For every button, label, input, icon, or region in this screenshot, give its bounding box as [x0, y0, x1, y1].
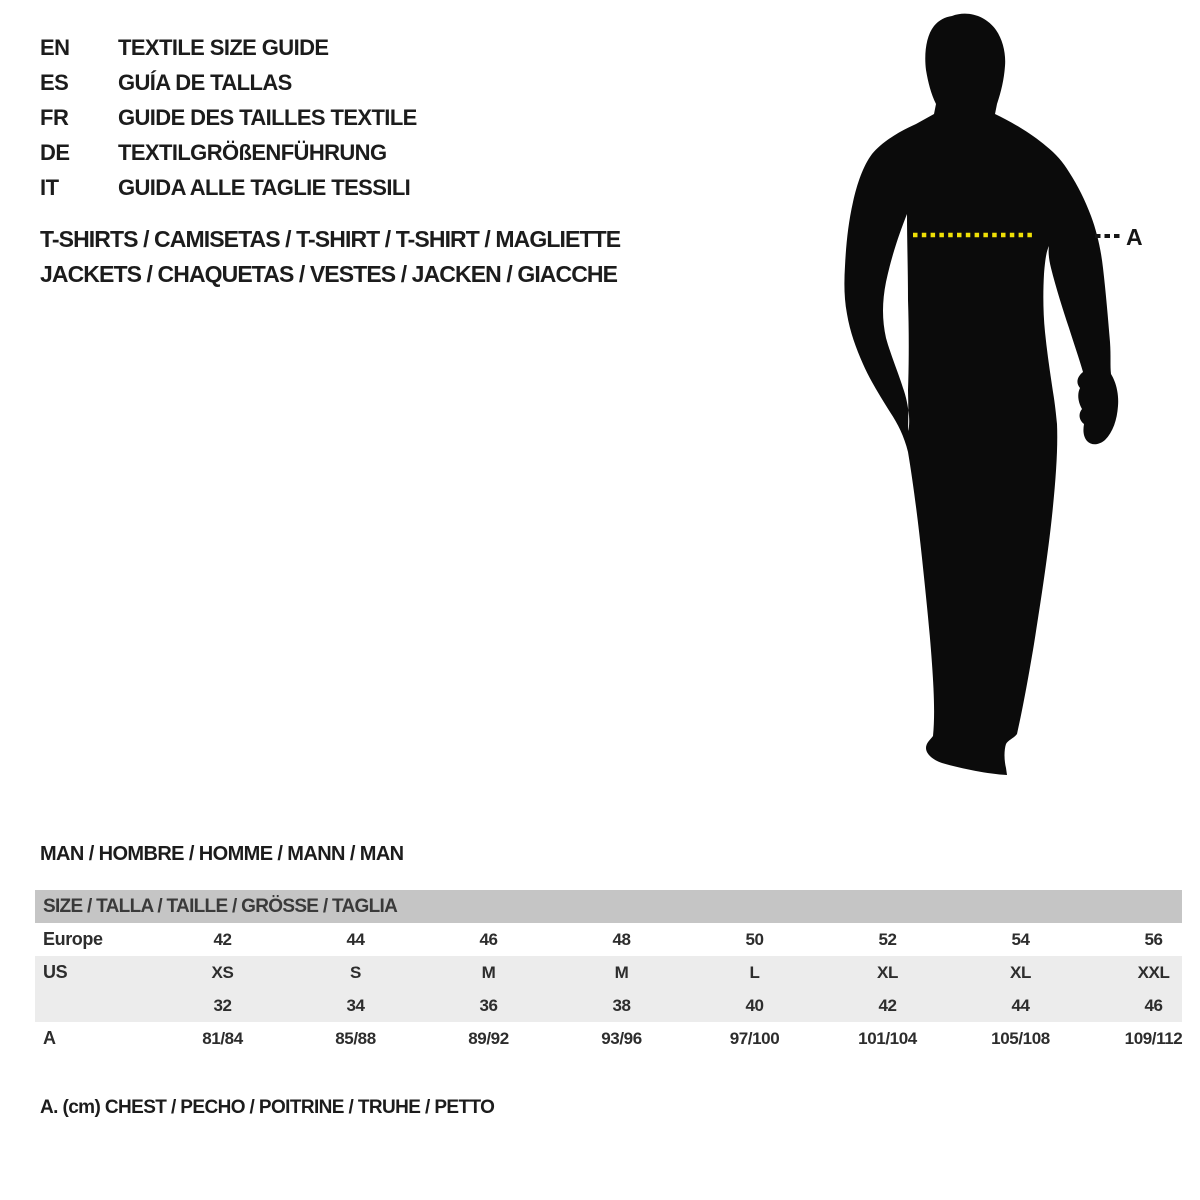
language-row-es	[40, 65, 417, 100]
size-value: 42	[213, 930, 232, 949]
size-value: 36	[479, 996, 498, 1015]
size-value: M	[481, 963, 496, 982]
language-code: EN	[40, 35, 70, 60]
table-row-chest	[35, 1022, 1182, 1055]
size-value: XL	[877, 963, 898, 982]
category-list	[40, 222, 620, 292]
language-row-en	[40, 30, 417, 65]
size-value: 50	[745, 930, 764, 949]
size-value: 89/92	[468, 1029, 509, 1048]
size-value: 54	[1011, 930, 1030, 949]
size-value: 42	[878, 996, 897, 1015]
size-value: 85/88	[335, 1029, 376, 1048]
size-value: 32	[213, 996, 232, 1015]
table-row-numeric	[35, 989, 1182, 1022]
language-title: TEXTILE SIZE GUIDE	[118, 35, 329, 60]
size-value: 56	[1144, 930, 1163, 949]
size-value: XXL	[1137, 963, 1170, 982]
size-table-header: SIZE / TALLA / TAILLE / GRÖSSE / TAGLIA	[35, 890, 1182, 923]
size-value: 46	[1144, 996, 1163, 1015]
size-value: 48	[612, 930, 631, 949]
category-jackets: JACKETS / CHAQUETAS / VESTES / JACKEN / GIACCHE	[40, 261, 618, 287]
language-code: IT	[40, 175, 59, 200]
language-title: GUIDA ALLE TAGLIE TESSILI	[118, 175, 411, 200]
size-value: 34	[346, 996, 365, 1015]
language-row-it	[40, 170, 417, 205]
language-code: ES	[40, 70, 69, 95]
measure-label-a: A	[1126, 224, 1143, 250]
man-silhouette	[844, 14, 1118, 775]
row-label: US	[43, 962, 68, 982]
row-label: A	[43, 1028, 56, 1048]
size-table	[35, 890, 1182, 1055]
size-value: 38	[612, 996, 631, 1015]
language-title: GUÍA DE TALLAS	[118, 70, 292, 95]
language-row-fr	[40, 100, 417, 135]
size-value: 105/108	[991, 1029, 1050, 1048]
size-value: XS	[211, 963, 234, 982]
size-value: L	[749, 963, 760, 982]
size-value: 40	[745, 996, 764, 1015]
size-value: 101/104	[858, 1029, 917, 1048]
measurement-footnote: A. (cm) CHEST / PECHO / POITRINE / TRUHE / PETTO	[40, 1097, 495, 1118]
language-list	[40, 30, 417, 205]
language-title: GUIDE DES TAILLES TEXTILE	[118, 105, 417, 130]
size-value: 93/96	[601, 1029, 642, 1048]
category-tshirts: T-SHIRTS / CAMISETAS / T-SHIRT / T-SHIRT / MAGLIETTE	[40, 226, 621, 252]
size-value: XL	[1010, 963, 1031, 982]
row-label	[35, 989, 156, 1022]
size-value: 46	[479, 930, 498, 949]
row-label: Europe	[43, 929, 103, 949]
size-value: 109/112	[1124, 1029, 1183, 1048]
language-title: TEXTILGRÖßENFÜHRUNG	[118, 140, 387, 165]
language-code: DE	[40, 140, 70, 165]
table-row-us	[35, 956, 1182, 989]
size-value: 44	[346, 930, 365, 949]
language-row-de	[40, 135, 417, 170]
size-value: S	[350, 963, 361, 982]
size-value: 97/100	[729, 1029, 780, 1048]
language-code: FR	[40, 105, 69, 130]
size-value: 44	[1011, 996, 1030, 1015]
table-row-europe	[35, 923, 1182, 956]
measurement-figure	[820, 0, 1200, 800]
size-value: 52	[878, 930, 897, 949]
size-value: 81/84	[202, 1029, 243, 1048]
size-value: M	[614, 963, 629, 982]
section-title-man: MAN / HOMBRE / HOMME / MANN / MAN	[40, 843, 404, 865]
